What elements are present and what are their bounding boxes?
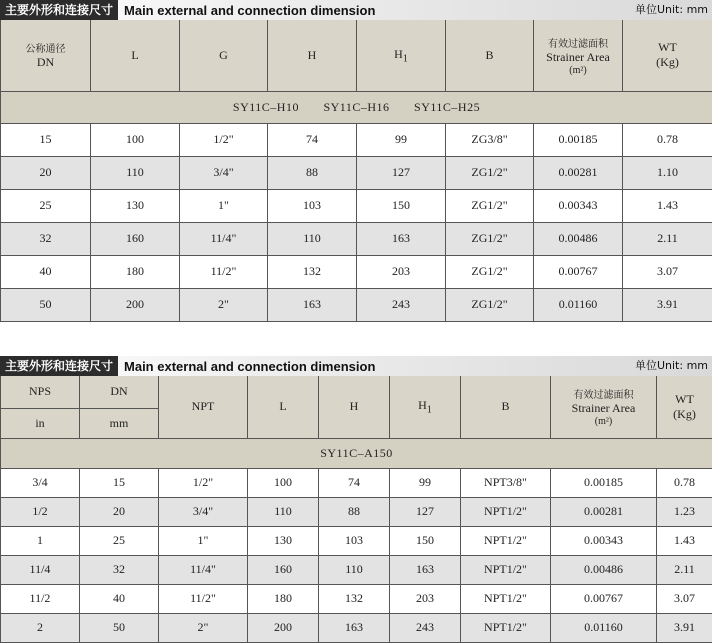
cell-l: 200 xyxy=(248,613,319,642)
section-title-bar xyxy=(0,356,712,376)
cell-l: 130 xyxy=(91,189,180,222)
cell-wt: 1.43 xyxy=(623,189,712,222)
cell-h: 163 xyxy=(268,288,357,321)
cell-nps: 1 xyxy=(1,526,80,555)
header-h1-sub: 1 xyxy=(402,52,408,64)
header-wt-unit: (Kg) xyxy=(656,55,679,70)
cell-area: 0.00767 xyxy=(534,255,623,288)
header-dn-zh: 公称通径 xyxy=(25,44,66,56)
cell-wt: 3.07 xyxy=(657,584,712,613)
header-wt xyxy=(623,20,712,91)
header-h: H xyxy=(268,20,357,91)
cell-l: 110 xyxy=(248,497,319,526)
cell-npt: 11/2" xyxy=(159,584,248,613)
cell-dn: 15 xyxy=(80,468,159,497)
table-row xyxy=(1,497,712,526)
cell-area: 0.00486 xyxy=(534,222,623,255)
cell-area: 0.00185 xyxy=(551,468,657,497)
cell-nps: 3/4 xyxy=(1,468,80,497)
cell-h: 88 xyxy=(268,156,357,189)
table-row xyxy=(1,123,712,156)
cell-b: NPT3/8" xyxy=(461,468,551,497)
cell-h1: 243 xyxy=(357,288,446,321)
cell-dn: 25 xyxy=(80,526,159,555)
cell-b: ZG1/2" xyxy=(446,288,534,321)
cell-npt: 11/4" xyxy=(159,555,248,584)
cell-area: 0.00767 xyxy=(551,584,657,613)
header-h1-sub: 1 xyxy=(426,404,432,416)
header-g: G xyxy=(180,20,268,91)
cell-wt: 0.78 xyxy=(623,123,712,156)
cell-area: 0.00185 xyxy=(534,123,623,156)
header-h1-main: H xyxy=(418,398,427,413)
cell-npt: 1" xyxy=(159,526,248,555)
model-row xyxy=(1,438,712,468)
cell-wt: 3.91 xyxy=(623,288,712,321)
cell-nps: 1/2 xyxy=(1,497,80,526)
header-area-unit: (m²) xyxy=(569,64,587,76)
header-wt-unit: (Kg) xyxy=(673,406,696,421)
cell-h1: 163 xyxy=(357,222,446,255)
cell-npt: 1/2" xyxy=(159,468,248,497)
cell-h: 74 xyxy=(319,468,390,497)
header-area-unit: (m²) xyxy=(594,416,613,428)
cell-wt: 3.91 xyxy=(657,613,712,642)
header-b: B xyxy=(446,20,534,91)
header-nps-unit: in xyxy=(1,408,80,438)
cell-l: 100 xyxy=(248,468,319,497)
cell-area: 0.01160 xyxy=(534,288,623,321)
table-row xyxy=(1,613,712,642)
header-dn: DN xyxy=(80,376,159,408)
cell-g: 3/4" xyxy=(180,156,268,189)
header-wt xyxy=(657,376,712,438)
cell-h: 110 xyxy=(268,222,357,255)
cell-area: 0.00281 xyxy=(534,156,623,189)
cell-wt: 1.43 xyxy=(657,526,712,555)
cell-b: ZG1/2" xyxy=(446,189,534,222)
cell-wt: 1.23 xyxy=(657,497,712,526)
cell-h1: 150 xyxy=(357,189,446,222)
cell-wt: 2.11 xyxy=(657,555,712,584)
unit-label: 单位Unit: mm xyxy=(634,359,708,372)
cell-h1: 99 xyxy=(390,468,461,497)
cell-h1: 243 xyxy=(390,613,461,642)
header-dn-en: DN xyxy=(36,55,55,70)
cell-l: 110 xyxy=(91,156,180,189)
header-npt: NPT xyxy=(159,376,248,438)
cell-b: NPT1/2" xyxy=(461,613,551,642)
cell-dn: 20 xyxy=(80,497,159,526)
header-h1 xyxy=(357,20,446,91)
title-english: Main external and connection dimension xyxy=(124,358,376,374)
cell-b: ZG1/2" xyxy=(446,156,534,189)
cell-h: 103 xyxy=(268,189,357,222)
header-h: H xyxy=(319,376,390,438)
header-row-top xyxy=(1,376,712,408)
cell-npt: 3/4" xyxy=(159,497,248,526)
cell-h1: 203 xyxy=(357,255,446,288)
header-h1 xyxy=(390,376,461,438)
table-row xyxy=(1,156,712,189)
cell-h: 88 xyxy=(319,497,390,526)
cell-g: 2" xyxy=(180,288,268,321)
cell-l: 180 xyxy=(91,255,180,288)
header-area-zh: 有效过滤面积 xyxy=(548,38,608,50)
header-h1-main: H xyxy=(394,46,403,61)
cell-g: 11/4" xyxy=(180,222,268,255)
cell-b: ZG3/8" xyxy=(446,123,534,156)
cell-h1: 150 xyxy=(390,526,461,555)
cell-b: NPT1/2" xyxy=(461,497,551,526)
header-l: L xyxy=(248,376,319,438)
header-strainer-area xyxy=(534,20,623,91)
cell-area: 0.00343 xyxy=(534,189,623,222)
cell-b: NPT1/2" xyxy=(461,555,551,584)
cell-wt: 0.78 xyxy=(657,468,712,497)
table-row xyxy=(1,255,712,288)
cell-h: 163 xyxy=(319,613,390,642)
cell-g: 1/2" xyxy=(180,123,268,156)
cell-l: 160 xyxy=(91,222,180,255)
cell-b: ZG1/2" xyxy=(446,222,534,255)
header-dn-unit: mm xyxy=(80,408,159,438)
cell-wt: 3.07 xyxy=(623,255,712,288)
cell-h1: 203 xyxy=(390,584,461,613)
header-wt-label: WT xyxy=(675,391,694,406)
cell-h: 132 xyxy=(268,255,357,288)
cell-h1: 99 xyxy=(357,123,446,156)
cell-dn: 20 xyxy=(1,156,91,189)
section-title-bar xyxy=(0,0,712,20)
cell-l: 160 xyxy=(248,555,319,584)
cell-g: 11/2" xyxy=(180,255,268,288)
cell-dn: 25 xyxy=(1,189,91,222)
cell-area: 0.00343 xyxy=(551,526,657,555)
cell-h1: 127 xyxy=(390,497,461,526)
cell-h: 132 xyxy=(319,584,390,613)
cell-dn: 32 xyxy=(1,222,91,255)
header-nps: NPS xyxy=(1,376,80,408)
dimension-section-2 xyxy=(0,356,712,643)
cell-area: 0.01160 xyxy=(551,613,657,642)
cell-b: ZG1/2" xyxy=(446,255,534,288)
cell-area: 0.00486 xyxy=(551,555,657,584)
table-row xyxy=(1,468,712,497)
cell-h1: 163 xyxy=(390,555,461,584)
header-area-zh: 有效过滤面积 xyxy=(573,390,634,402)
cell-dn: 15 xyxy=(1,123,91,156)
cell-npt: 2" xyxy=(159,613,248,642)
cell-nps: 11/2 xyxy=(1,584,80,613)
header-wt-label: WT xyxy=(658,40,677,55)
cell-dn: 50 xyxy=(80,613,159,642)
dimension-table-2 xyxy=(0,376,712,643)
header-area-en: Strainer Area xyxy=(571,401,636,416)
title-chinese: 主要外形和连接尺寸 xyxy=(0,0,118,20)
title-chinese: 主要外形和连接尺寸 xyxy=(0,356,118,376)
cell-dn: 50 xyxy=(1,288,91,321)
cell-dn: 40 xyxy=(1,255,91,288)
header-dn xyxy=(1,20,91,91)
cell-nps: 11/4 xyxy=(1,555,80,584)
cell-h: 110 xyxy=(319,555,390,584)
table-row xyxy=(1,288,712,321)
model-names: SY11C–H10 SY11C–H16 SY11C–H25 xyxy=(1,91,712,123)
cell-h: 103 xyxy=(319,526,390,555)
cell-area: 0.00281 xyxy=(551,497,657,526)
cell-wt: 2.11 xyxy=(623,222,712,255)
cell-l: 200 xyxy=(91,288,180,321)
unit-label: 单位Unit: mm xyxy=(634,3,708,16)
header-l: L xyxy=(91,20,180,91)
table-row xyxy=(1,584,712,613)
header-area-en: Strainer Area xyxy=(546,49,610,64)
header-row xyxy=(1,20,712,91)
dimension-table-1 xyxy=(0,20,712,322)
cell-nps: 2 xyxy=(1,613,80,642)
table-row xyxy=(1,555,712,584)
cell-b: NPT1/2" xyxy=(461,584,551,613)
model-row xyxy=(1,91,712,123)
table-row xyxy=(1,526,712,555)
cell-dn: 32 xyxy=(80,555,159,584)
cell-h1: 127 xyxy=(357,156,446,189)
header-b: B xyxy=(461,376,551,438)
cell-l: 130 xyxy=(248,526,319,555)
table-row xyxy=(1,189,712,222)
cell-b: NPT1/2" xyxy=(461,526,551,555)
title-english: Main external and connection dimension xyxy=(124,2,376,18)
table-row xyxy=(1,222,712,255)
cell-g: 1" xyxy=(180,189,268,222)
cell-l: 100 xyxy=(91,123,180,156)
cell-wt: 1.10 xyxy=(623,156,712,189)
cell-dn: 40 xyxy=(80,584,159,613)
header-strainer-area xyxy=(551,376,657,438)
cell-h: 74 xyxy=(268,123,357,156)
model-names: SY11C–A150 xyxy=(1,438,712,468)
cell-l: 180 xyxy=(248,584,319,613)
